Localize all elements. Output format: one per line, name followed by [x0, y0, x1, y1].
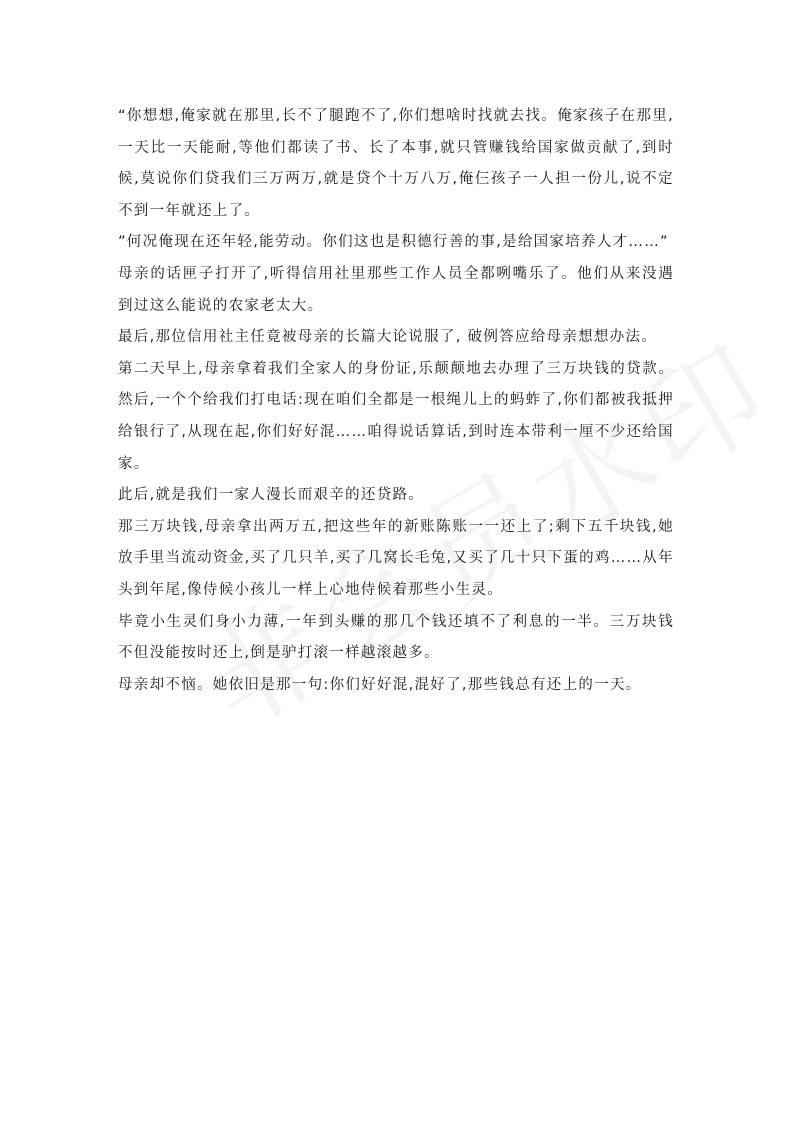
paragraph: ”何况俺现在还年轻,能劳动。你们这也是积德行善的事,是给国家培养人才……” — [118, 234, 669, 251]
paragraph: 最后,那位信用社主任竟被母亲的长篇大论说服了, 破例答应给母亲想想办法。 — [118, 329, 658, 346]
paragraph: 母亲的话匣子打开了,听得信用社里那些工作人员全都咧嘴乐了。他们从来没遇到过这么能说的农家老太大。 — [118, 265, 674, 314]
paragraph: 此后,就是我们一家人漫长而艰辛的还贷路。 — [118, 487, 425, 504]
paragraph: 第二天早上,母亲拿着我们全家人的身份证,乐颠颠地去办理了三万块钱的贷款。然后,一个个给我们打电话:现在咱们全都是一根绳儿上的蚂蚱了,你们都被我抵押给银行了,从现在起,你们好好混……咱得说话算话,到时连本带利一厘不少还给国家。 — [118, 360, 674, 472]
document-body — [118, 101, 674, 701]
paragraph: 毕竟小生灵们身小力薄,一年到头赚的那几个钱还填不了利息的一半。三万块钱不但没能按时还上,倒是驴打滚一样越滚越多。 — [118, 613, 674, 662]
paragraph: 母亲却不恼。她依旧是那一句:你们好好混,混好了,那些钱总有还上的一天。 — [118, 676, 642, 693]
paragraph: 那三万块钱,母亲拿出两万五,把这些年的新账陈账一一还上了;剩下五千块钱,她放手里当流动资金,买了几只羊,买了几窝长毛兔,又买了几十只下蛋的鸡……从年头到年尾,像侍候小孩儿一样上心地侍候着那些小生灵。 — [118, 518, 674, 598]
paragraph: “你想想,俺家就在那里,长不了腿跑不了,你们想啥时找就去找。俺家孩子在那里,一天比一天能耐,等他们都读了书、长了本事,就只管赚钱给国家做贡献了,到时候,莫说你们贷我们三万两万,就是贷个十万八万,俺仨孩子一人担一份儿,说不定不到一年就还上了。 — [118, 108, 674, 219]
